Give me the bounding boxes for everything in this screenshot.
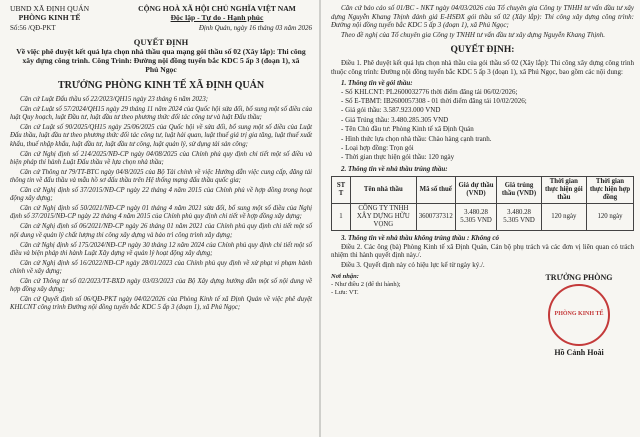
legal-basis-item: Căn cứ Luật số 57/2024/QH15 ngày 29 tháng 11 năm 2024 của Quốc hội sửa đổi, bổ sung một số điều của luật Quy hoạch, luật Đầu tư, luật đầu tư theo phương thức đối tác công tư và luật Đấu thầu; <box>10 105 312 122</box>
doc-meta <box>10 24 312 32</box>
table-row <box>332 203 634 230</box>
table-header-row <box>332 176 634 203</box>
legal-basis-item: Căn cứ Nghị định số 16/2022/NĐ-CP ngày 28/01/2023 của Chính phủ quy định về xử phạt vi phạm hành chính về xây dựng; <box>10 259 312 275</box>
agency-heading: TRƯỞNG PHÒNG KINH TẾ XÃ ĐỊNH QUÁN <box>57 80 265 91</box>
signer-role: TRƯỞNG PHÒNG <box>545 272 613 282</box>
table-cell: 3.480.28 5.305 VND <box>497 203 541 230</box>
legal-basis-item: Căn cứ Nghị định số 50/2021/NĐ-CP ngày 01 tháng 4 năm 2021 sửa đổi, bổ sung một số điều của Nghị định số 37/2015/NĐ-CP ngày 22 tháng 4 năm 2015 của Chính phủ quy định chi tiết về hợp đồng xây dựng; <box>10 205 312 221</box>
section-winning-bidder: 2. Thông tin về nhà thầu trúng thầu: <box>341 164 448 173</box>
column-header: Tên nhà thầu <box>351 176 417 203</box>
legal-basis-item: Căn cứ Nghị định số 214/2025/NĐ-CP ngày 04/08/2025 của Chính phủ quy định chi tiết một số điều và biện pháp thi hành Luật Đấu thầu về lựa chọn nhà thầu; <box>10 150 312 166</box>
decision-heading: QUYẾT ĐỊNH: <box>450 45 515 56</box>
package-info-item: - Số KHLCNT: PL2600032776 thời điểm đăng tải 06/02/2026; <box>341 87 518 96</box>
intro-report: Căn cứ báo cáo số 01/BC - NKT ngày 04/03/2026 của Tổ chuyên gia Công ty TNHH tư vấn đầu tư xây dựng Nguyễn Khang Thịnh đánh giá E-HSĐX gói thầu số 02 (Xây lắp): Thi công xây dựng công trình: Đường nội đồng tuyến bắc KDC 5 ấp 3 (đoạn 1), xã Phú Ngọc; <box>331 4 634 30</box>
column-header: Thời gian thực hiện hợp đồng <box>586 176 633 203</box>
table-cell: 3600737312 <box>416 203 455 230</box>
country-name: CỘNG HOÀ XÃ HỘI CHỦ NGHĨA VIỆT NAM <box>138 4 296 13</box>
legal-basis-item: Căn cứ Luật số 90/2025/QH15 ngày 25/06/2025 của Quốc hội về sửa đổi, bổ sung một số điều của Luật Đấu thầu, luật đầu tư theo phương thức đối tác công tư, luật hải quan, luật thuế giá trị gia tăng, luật thuế xuất khẩu, thuế nhập khẩu, luật đầu tư, luật đầu tư công, luật quản lý, sử dụng tài sản công; <box>10 124 312 148</box>
table-cell: 1 <box>332 203 351 230</box>
legal-basis-list <box>10 96 312 313</box>
legal-basis-item: Căn cứ Nghị định số 06/2021/NĐ-CP ngày 26 tháng 01 năm 2021 của Chính phủ quy định chi tiết một số nội dung về quản lý chất lượng thi công xây dựng và bảo trì công trình xây dựng; <box>10 223 312 239</box>
table-cell: 120 ngày <box>541 203 586 230</box>
issuing-org <box>10 4 89 22</box>
recipient-line: - Lưu: VT. <box>331 288 359 296</box>
intro-proposal: Theo đề nghị của Tổ chuyên gia Công ty TNHH tư vấn đầu tư xây dựng Nguyễn Khang Thịnh. <box>341 30 606 39</box>
right-page <box>321 0 640 437</box>
doc-date: Định Quán, ngày 16 tháng 03 năm 2026 <box>198 24 312 32</box>
legal-basis-item: Căn cứ Thông tư 79/TT-BTC ngày 04/8/2025 của Bộ Tài chính về việc Hướng dẫn việc cung cấp, đăng tải thông tin về đấu thầu và mẫu hồ sơ đấu thầu trên Hệ thống mạng đấu thầu quốc gia; <box>10 168 312 185</box>
package-info-item: - Giá gói thầu: 3.587.923.000 VND <box>341 106 441 115</box>
winning-bidder-table <box>331 176 634 231</box>
legal-basis-item: Căn cứ Nghị định số 37/2015/NĐ-CP ngày 22 tháng 4 năm 2015 của Chính phủ về hợp đồng trong hoạt động xây dựng; <box>10 186 312 203</box>
column-header: Giá trúng thầu (VND) <box>497 176 541 203</box>
recipients <box>331 273 401 357</box>
table-cell: 120 ngày <box>586 203 633 230</box>
legal-basis-item: Căn cứ Quyết định số 06/QĐ-PKT ngày 04/02/2026 của Phòng Kinh tế xã Định Quán về việc phê duyệt KHLCNT công trình Đường nội đồng tuyến bắc KDC 5 ấp 3 (đoạn 1), xã Phú Ngọc; <box>10 296 312 312</box>
package-info-item: - Số E-TBMT: IB2600057308 - 01 thời điểm đăng tải 10/02/2026; <box>341 96 527 105</box>
table-cell: 3.480.28 5.305 VND <box>455 203 497 230</box>
signer-area <box>524 273 634 357</box>
package-info-item: - Giá Trúng thầu: 3.480.285.305 VND <box>341 115 449 124</box>
org-top: UBND XÃ ĐỊNH QUÁN <box>10 4 90 13</box>
org-sub: PHÒNG KINH TẾ <box>18 13 81 22</box>
package-info-list <box>331 88 634 163</box>
article-1: Điều 1. Phê duyệt kết quả lựa chọn nhà thầu của gói thầu số 02 (Xây lắp): Thi công xây dựng công trình thuộc công trình: Đường nội đồng tuyến bắc KDC 5 ấp 3 (đoạn 1), xã Phú Ngọc, bao gồm các nội dung: <box>331 59 634 76</box>
recipients-label: Nơi nhận: <box>331 272 359 280</box>
doc-number: Số:56 /QĐ-PKT <box>10 24 56 32</box>
section-package-info: 1. Thông tin về gói thầu: <box>341 78 413 87</box>
legal-basis-item: Căn cứ Thông tư số 02/2023/TT-BXD ngày 03/03/2023 của Bộ Xây dựng hướng dẫn một số nội dung về hợp đồng xây dựng; <box>10 277 312 294</box>
table-cell: CÔNG TY TNHH XÂY DỰNG HỮU VỌNG <box>351 203 417 230</box>
official-stamp: PHÒNG KINH TẾ <box>548 284 610 346</box>
package-info-item: - Thời gian thực hiện gói thầu: 120 ngày <box>341 153 455 162</box>
signature-block <box>331 273 634 357</box>
column-header: Thời gian thực hiện gói thầu <box>541 176 586 203</box>
package-info-item: - Hình thức lựa chọn nhà thầu: Chào hàng cạnh tranh. <box>341 134 492 143</box>
national-heading <box>122 4 312 22</box>
section-losing-bidders: 3. Thông tin về nhà thầu không trúng thầu : Không có <box>341 233 499 242</box>
package-info-item: - Tên Chủ đầu tư: Phòng Kinh tế xã Định Quán <box>341 125 474 134</box>
column-header: Mã số thuế <box>416 176 455 203</box>
recipient-line: - Như điều 2 (để thi hành); <box>331 280 401 288</box>
signer-name: Hồ Cảnh Hoài <box>554 347 604 357</box>
doc-subject: Về việc phê duyệt kết quả lựa chọn nhà thầu qua mạng gói thầu số 02 (Xây lắp): Thi công xây dựng công trình. Công Trình: Đường nội đồng tuyến bắc KDC 5 ấp 3 (đoạn 1), xã Phú Ngọc <box>16 47 306 74</box>
doc-type: QUYẾT ĐỊNH <box>133 37 189 47</box>
legal-basis-item: Căn cứ Luật Đấu thầu số 22/2023/QH15 ngày 23 tháng 6 năm 2023; <box>20 96 208 103</box>
column-header: ST T <box>332 176 351 203</box>
article-3: Điều 3. Quyết định này có hiệu lực kể từ ngày ký./. <box>341 261 485 269</box>
motto: Độc lập - Tự do - Hạnh phúc <box>170 13 264 22</box>
package-info-item: - Loại hợp đồng: Trọn gói <box>341 144 414 152</box>
legal-basis-item: Căn cứ Nghị định số 175/2024/NĐ-CP ngày 30 tháng 12 năm 2024 của Chính phủ quy định chi tiết một số điều và biện pháp thi hành Luật Xây dựng về quản lý hoạt động xây dựng; <box>10 241 312 257</box>
document-header <box>10 4 312 22</box>
article-2: Điều 2. Các ông (bà) Phòng Kinh tế xã Định Quán, Cán bộ phụ trách và các đơn vị liên quan có trách nhiệm thi hành quyết định này./. <box>331 242 634 260</box>
column-header: Giá dự thầu (VND) <box>455 176 497 203</box>
